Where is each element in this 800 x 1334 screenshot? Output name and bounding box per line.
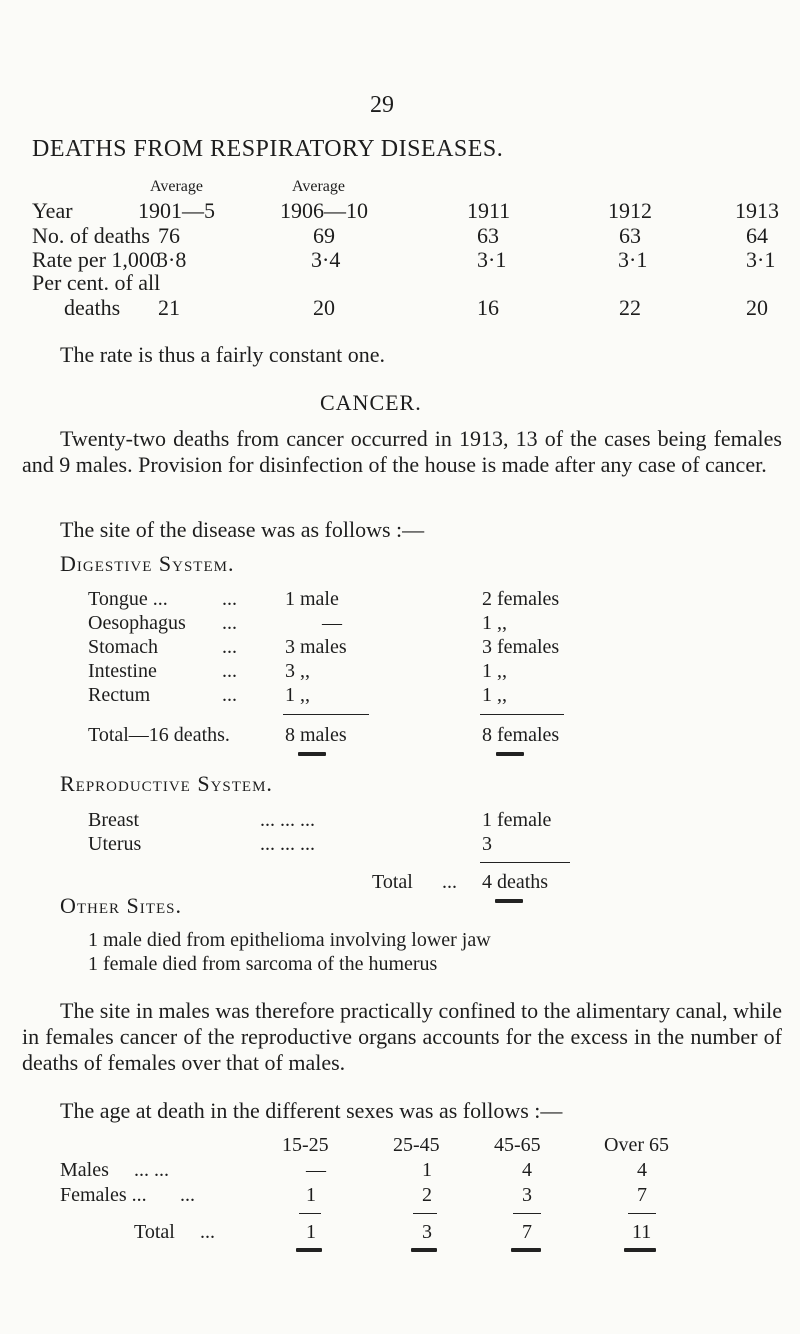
male-count: 1 ,, [285,684,310,706]
male-count: 1 male [285,588,339,610]
site-breast: Breast [88,809,140,831]
cancer-heading: CANCER. [320,390,422,415]
leader-dots: ... [222,684,237,706]
table-cell: 3·1 [477,247,507,272]
table-cell: 63 [477,223,499,248]
table-cell: 76 [158,223,180,248]
leader-dots: ... [222,588,237,610]
leader-dots: ... [442,871,457,893]
average-label-2: Average [292,178,345,195]
row-label-rate: Rate per 1,000 [32,247,161,272]
age-total-label: Total [134,1221,175,1243]
age-cell: 1 [306,1184,316,1206]
average-label-1: Average [150,178,203,195]
row-label-all-deaths: deaths [64,295,121,320]
divider [480,714,564,715]
total-underline [624,1248,656,1252]
digestive-total-male: 8 males [285,724,347,746]
age-row-label-males: Males [60,1159,109,1181]
leader-dots: ... ... ... [260,833,315,855]
site-intestine: Intestine [88,660,157,682]
age-total-cell: 11 [632,1221,652,1243]
col-header-1901-5: 1901—5 [138,198,215,223]
divider [283,714,369,715]
table-cell: 64 [746,223,768,248]
site-uterus: Uterus [88,833,142,855]
total-underline [411,1248,437,1252]
age-cell: 2 [422,1184,432,1206]
site-intro: The site of the disease was as follows :— [60,517,425,542]
col-header-1906-10: 1906—10 [280,198,368,223]
table-cell: 22 [619,295,641,320]
table-cell: 20 [313,295,335,320]
total-underline [298,752,326,756]
leader-dots: ... ... [134,1159,169,1181]
table-cell: 3·1 [746,247,776,272]
total-underline [495,899,523,903]
digestive-total-label: Total—16 deaths. [88,724,230,746]
total-underline [296,1248,322,1252]
female-count: 3 females [482,636,560,658]
leader-dots: ... [222,636,237,658]
male-count: — [322,612,342,634]
female-count: 1 ,, [482,684,507,706]
site-tongue: Tongue ... [88,588,168,610]
table-cell: 69 [313,223,335,248]
age-intro: The age at death in the different sexes was as follows :— [60,1098,563,1123]
divider [299,1213,321,1214]
age-total-cell: 3 [422,1221,432,1243]
age-row-label-females: Females ... [60,1184,147,1206]
reproductive-total-value: 4 deaths [482,871,549,893]
divider [513,1213,541,1214]
breast-value: 1 female [482,809,552,831]
age-col-header: 15-25 [282,1134,329,1156]
female-count: 1 ,, [482,660,507,682]
total-underline [511,1248,541,1252]
col-header-1912: 1912 [608,198,652,223]
age-col-header: 25-45 [393,1134,440,1156]
age-col-header: 45-65 [494,1134,541,1156]
table-cell: 3·1 [618,247,648,272]
uterus-value: 3 [482,833,492,855]
col-header-1913: 1913 [735,198,779,223]
divider [628,1213,656,1214]
table-cell: 3·8 [157,247,187,272]
other-sites-heading: Other Sites. [60,893,182,918]
total-underline [496,752,524,756]
table-cell: 63 [619,223,641,248]
age-col-header: Over 65 [604,1134,669,1156]
age-cell: 1 [422,1159,432,1181]
site-oesophagus: Oesophagus [88,612,186,634]
leader-dots: ... ... ... [260,809,315,831]
other-site-line: 1 female died from sarcoma of the humerus [88,953,438,975]
reproductive-heading: Reproductive System. [60,771,273,796]
age-cell: 4 [522,1159,532,1181]
age-cell: 7 [637,1184,647,1206]
row-label-per-cent: Per cent. of all [32,270,161,295]
col-header-1911: 1911 [467,198,511,223]
page-title: DEATHS FROM RESPIRATORY DISEASES. [32,136,504,162]
female-count: 2 females [482,588,560,610]
site-rectum: Rectum [88,684,151,706]
male-count: 3 males [285,636,347,658]
table-cell: 21 [158,295,180,320]
page-number: 29 [370,92,394,118]
divider [413,1213,437,1214]
divider [480,862,570,863]
female-count: 1 ,, [482,612,507,634]
row-label-deaths: No. of deaths [32,223,150,248]
leader-dots: ... [222,612,237,634]
row-label-year: Year [32,198,73,223]
table-cell: 20 [746,295,768,320]
table-cell: 16 [477,295,499,320]
site-stomach: Stomach [88,636,158,658]
reproductive-total-label: Total [372,871,413,893]
age-cell: — [306,1159,326,1181]
age-total-cell: 7 [522,1221,532,1243]
digestive-heading: Digestive System. [60,551,235,576]
male-count: 3 ,, [285,660,310,682]
age-cell: 4 [637,1159,647,1181]
respiratory-note: The rate is thus a fairly constant one. [60,342,386,367]
table-cell: 3·4 [311,247,341,272]
leader-dots: ... [222,660,237,682]
other-site-line: 1 male died from epithelioma involving lower jaw [88,929,491,951]
leader-dots: ... [180,1184,195,1206]
age-cell: 3 [522,1184,532,1206]
cancer-paragraph: Twenty-two deaths from cancer occurred in 1913, 13 of the cases being females and 9 males. Provision for disinfection of the house is made after any case of cancer. [22,426,782,477]
age-total-cell: 1 [306,1221,316,1243]
site-paragraph: The site in males was therefore practically confined to the alimentary canal, while in females cancer of the reproductive organs accounts for the excess in the number of deaths of females over that of males. [22,998,782,1075]
digestive-total-female: 8 females [482,724,560,746]
leader-dots: ... [200,1221,215,1243]
